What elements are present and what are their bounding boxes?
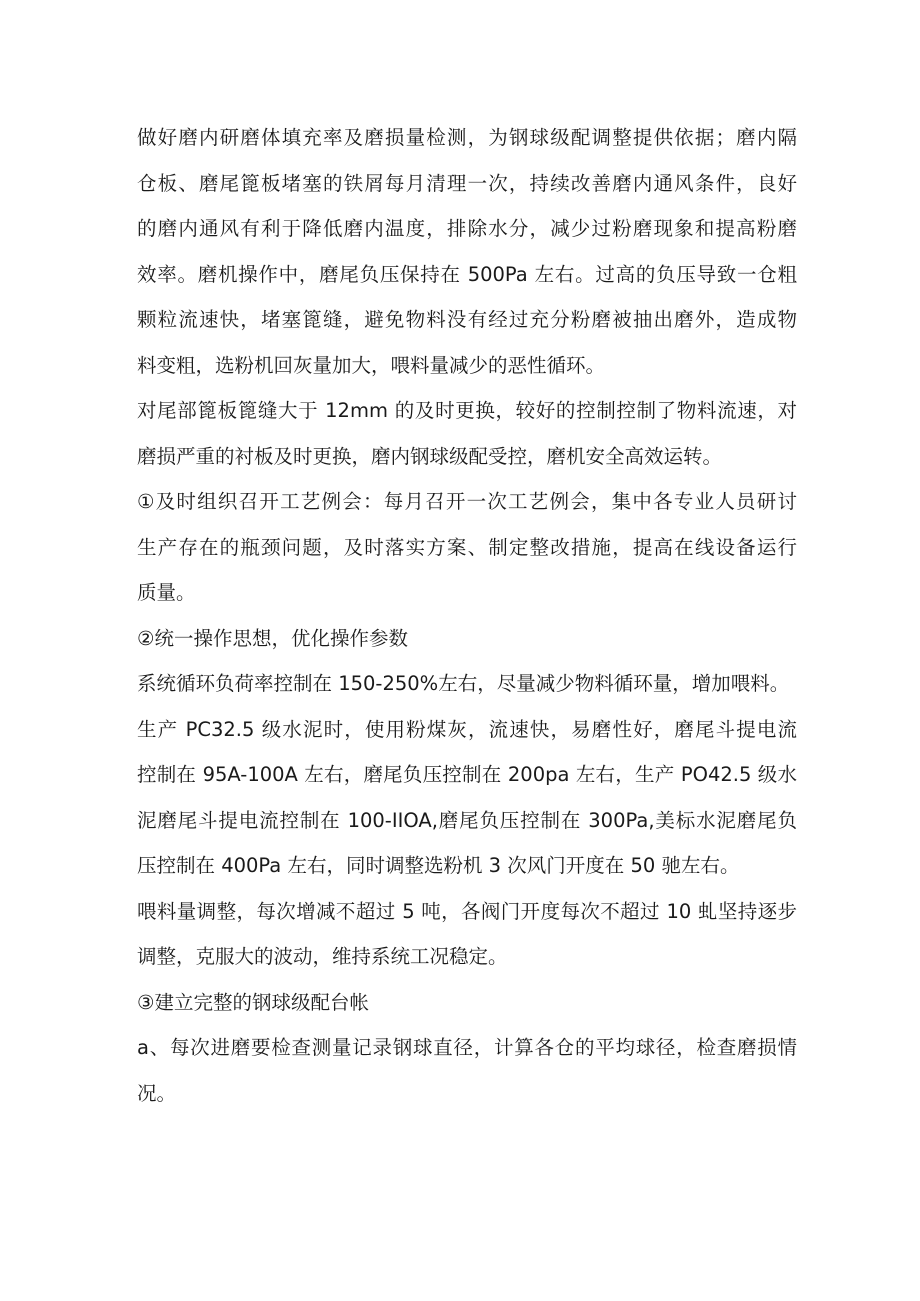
paragraph-process-meeting [137,479,797,616]
document-body [137,115,797,1116]
text-line: 的磨内通风有利于降低磨内温度，排除水分，减少过粉磨现象和提高粉磨 [137,217,797,240]
paragraph-ball-check [137,1025,797,1116]
text-line: 况。 [137,1081,177,1105]
text-line: 调整，克服大的波动，维持系统工况稳定。 [137,945,508,968]
heading-ball-ledger [137,980,797,1026]
text-line: 效率。磨机操作中，磨尾负压保持在 500Pa 左右。过高的负压导致一仓粗 [137,262,797,286]
text-line: 磨损严重的衬板及时更换，磨内钢球级配受控，磨机安全高效运转。 [137,444,723,468]
text-line: 系统循环负荷率控制在 150-250%左右，尽量减少物料循环量，增加喂料。 [137,672,790,695]
text-line: 质量。 [137,581,196,604]
text-line: 对尾部篦板篦缝大于 12mm 的及时更换，较好的控制控制了物料流速，对 [137,399,797,422]
text-line: ②统一操作思想，优化操作参数 [137,626,408,650]
text-line: 仓板、磨尾篦板堵塞的铁屑每月清理一次，持续改善磨内通风条件，良好 [137,171,797,195]
paragraph-grate-replacement [137,388,797,479]
text-line: 料变粗，选粉机回灰量加大，喂料量减少的恶性循环。 [137,353,606,377]
text-line: 生产 PC32.5 级水泥时，使用粉煤灰，流速快，易磨性好，磨尾斗提电流 [137,717,797,741]
text-line: 做好磨内研磨体填充率及磨损量检测，为钢球级配调整提供依据；磨内隔 [137,126,797,149]
text-line: 喂料量调整，每次增减不超过 5 吨，各阀门开度每次不超过 10 虬坚持逐步 [137,899,797,923]
paragraph-circulating-load [137,661,797,707]
text-line: 压控制在 400Pa 左右，同时调整选粉机 3 次风门开度在 50 驰左右。 [137,854,740,877]
text-line: 控制在 95A-100A 左右，磨尾负压控制在 200pa 左右，生产 PO42.5 级水 [137,763,797,786]
paragraph-feed-adjustment [137,889,797,980]
heading-unify-operation [137,616,797,662]
text-line: ①及时组织召开工艺例会：每月召开一次工艺例会，集中各专业人员研讨 [137,490,797,513]
text-line: a、每次进磨要检查测量记录钢球直径，计算各仓的平均球径，检查磨损情 [137,1036,797,1059]
text-line: 生产存在的瓶颈问题，及时落实方案、制定整改措施，提高在线设备运行 [137,535,797,559]
paragraph-mill-maintenance [137,115,797,388]
paragraph-production-parameters [137,707,797,889]
text-line: ③建立完整的钢球级配台帐 [137,990,369,1014]
text-line: 泥磨尾斗提电流控制在 100-IIOA,磨尾负压控制在 300Pa,美标水泥磨尾负 [137,808,797,832]
text-line: 颗粒流速快，堵塞篦缝，避免物料没有经过充分粉磨被抽出磨外，造成物 [137,308,797,331]
